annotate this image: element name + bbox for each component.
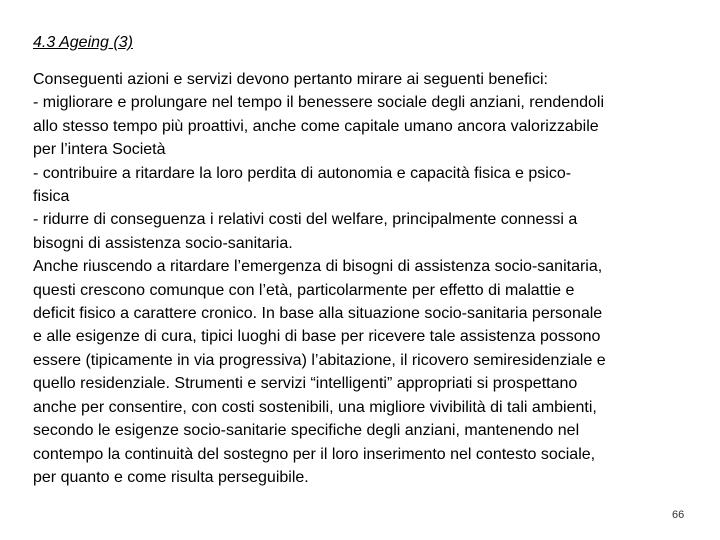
text-line: e alle esigenze di cura, tipici luoghi di base per ricevere tale assistenza possono	[33, 328, 601, 346]
text-line: contempo la continuità del sostegno per il loro inserimento nel contesto sociale,	[33, 445, 596, 463]
text-line: questi crescono comunque con l’età, particolarmente per effetto di malattie e	[33, 281, 575, 299]
text-line: - contribuire a ritardare la loro perdita di autonomia e capacità fisica e psico-	[33, 164, 572, 182]
page-number: 66	[672, 509, 685, 521]
text-line: Anche riuscendo a ritardare l’emergenza di bisogni di assistenza socio-sanitaria,	[33, 258, 603, 276]
text-line: Conseguenti azioni e servizi devono pertanto mirare ai seguenti benefici:	[33, 71, 548, 88]
text-line: deficit fisico a carattere cronico. In base alla situazione socio-sanitaria personale	[33, 305, 603, 323]
text-line: secondo le esigenze socio-sanitarie specifiche degli anziani, mantenendo nel	[33, 422, 580, 440]
text-line: fisica	[33, 188, 70, 206]
text-line: - migliorare e prolungare nel tempo il benessere sociale degli anziani, rendendoli	[33, 94, 604, 112]
body-text	[33, 68, 693, 489]
text-line: - ridurre di conseguenza i relativi costi del welfare, principalmente connessi a	[33, 211, 578, 229]
text-line: per quanto e come risulta perseguibile.	[33, 468, 309, 486]
text-line: quello residenziale. Strumenti e servizi “intelligenti” appropriati si prospettano	[33, 375, 578, 393]
text-line: per l’intera Società	[33, 141, 166, 159]
text-line: allo stesso tempo più proattivi, anche come capitale umano ancora valorizzabile	[33, 117, 599, 135]
text-line: bisogni di assistenza socio-sanitaria.	[33, 234, 293, 252]
text-line: essere (tipicamente in via progressiva) l’abitazione, il ricovero semiresidenziale e	[33, 351, 606, 369]
text-line: anche per consentire, con costi sostenibili, una migliore vivibilità di tali ambienti,	[33, 398, 597, 416]
slide-title: 4.3 Ageing (3)	[33, 34, 133, 51]
